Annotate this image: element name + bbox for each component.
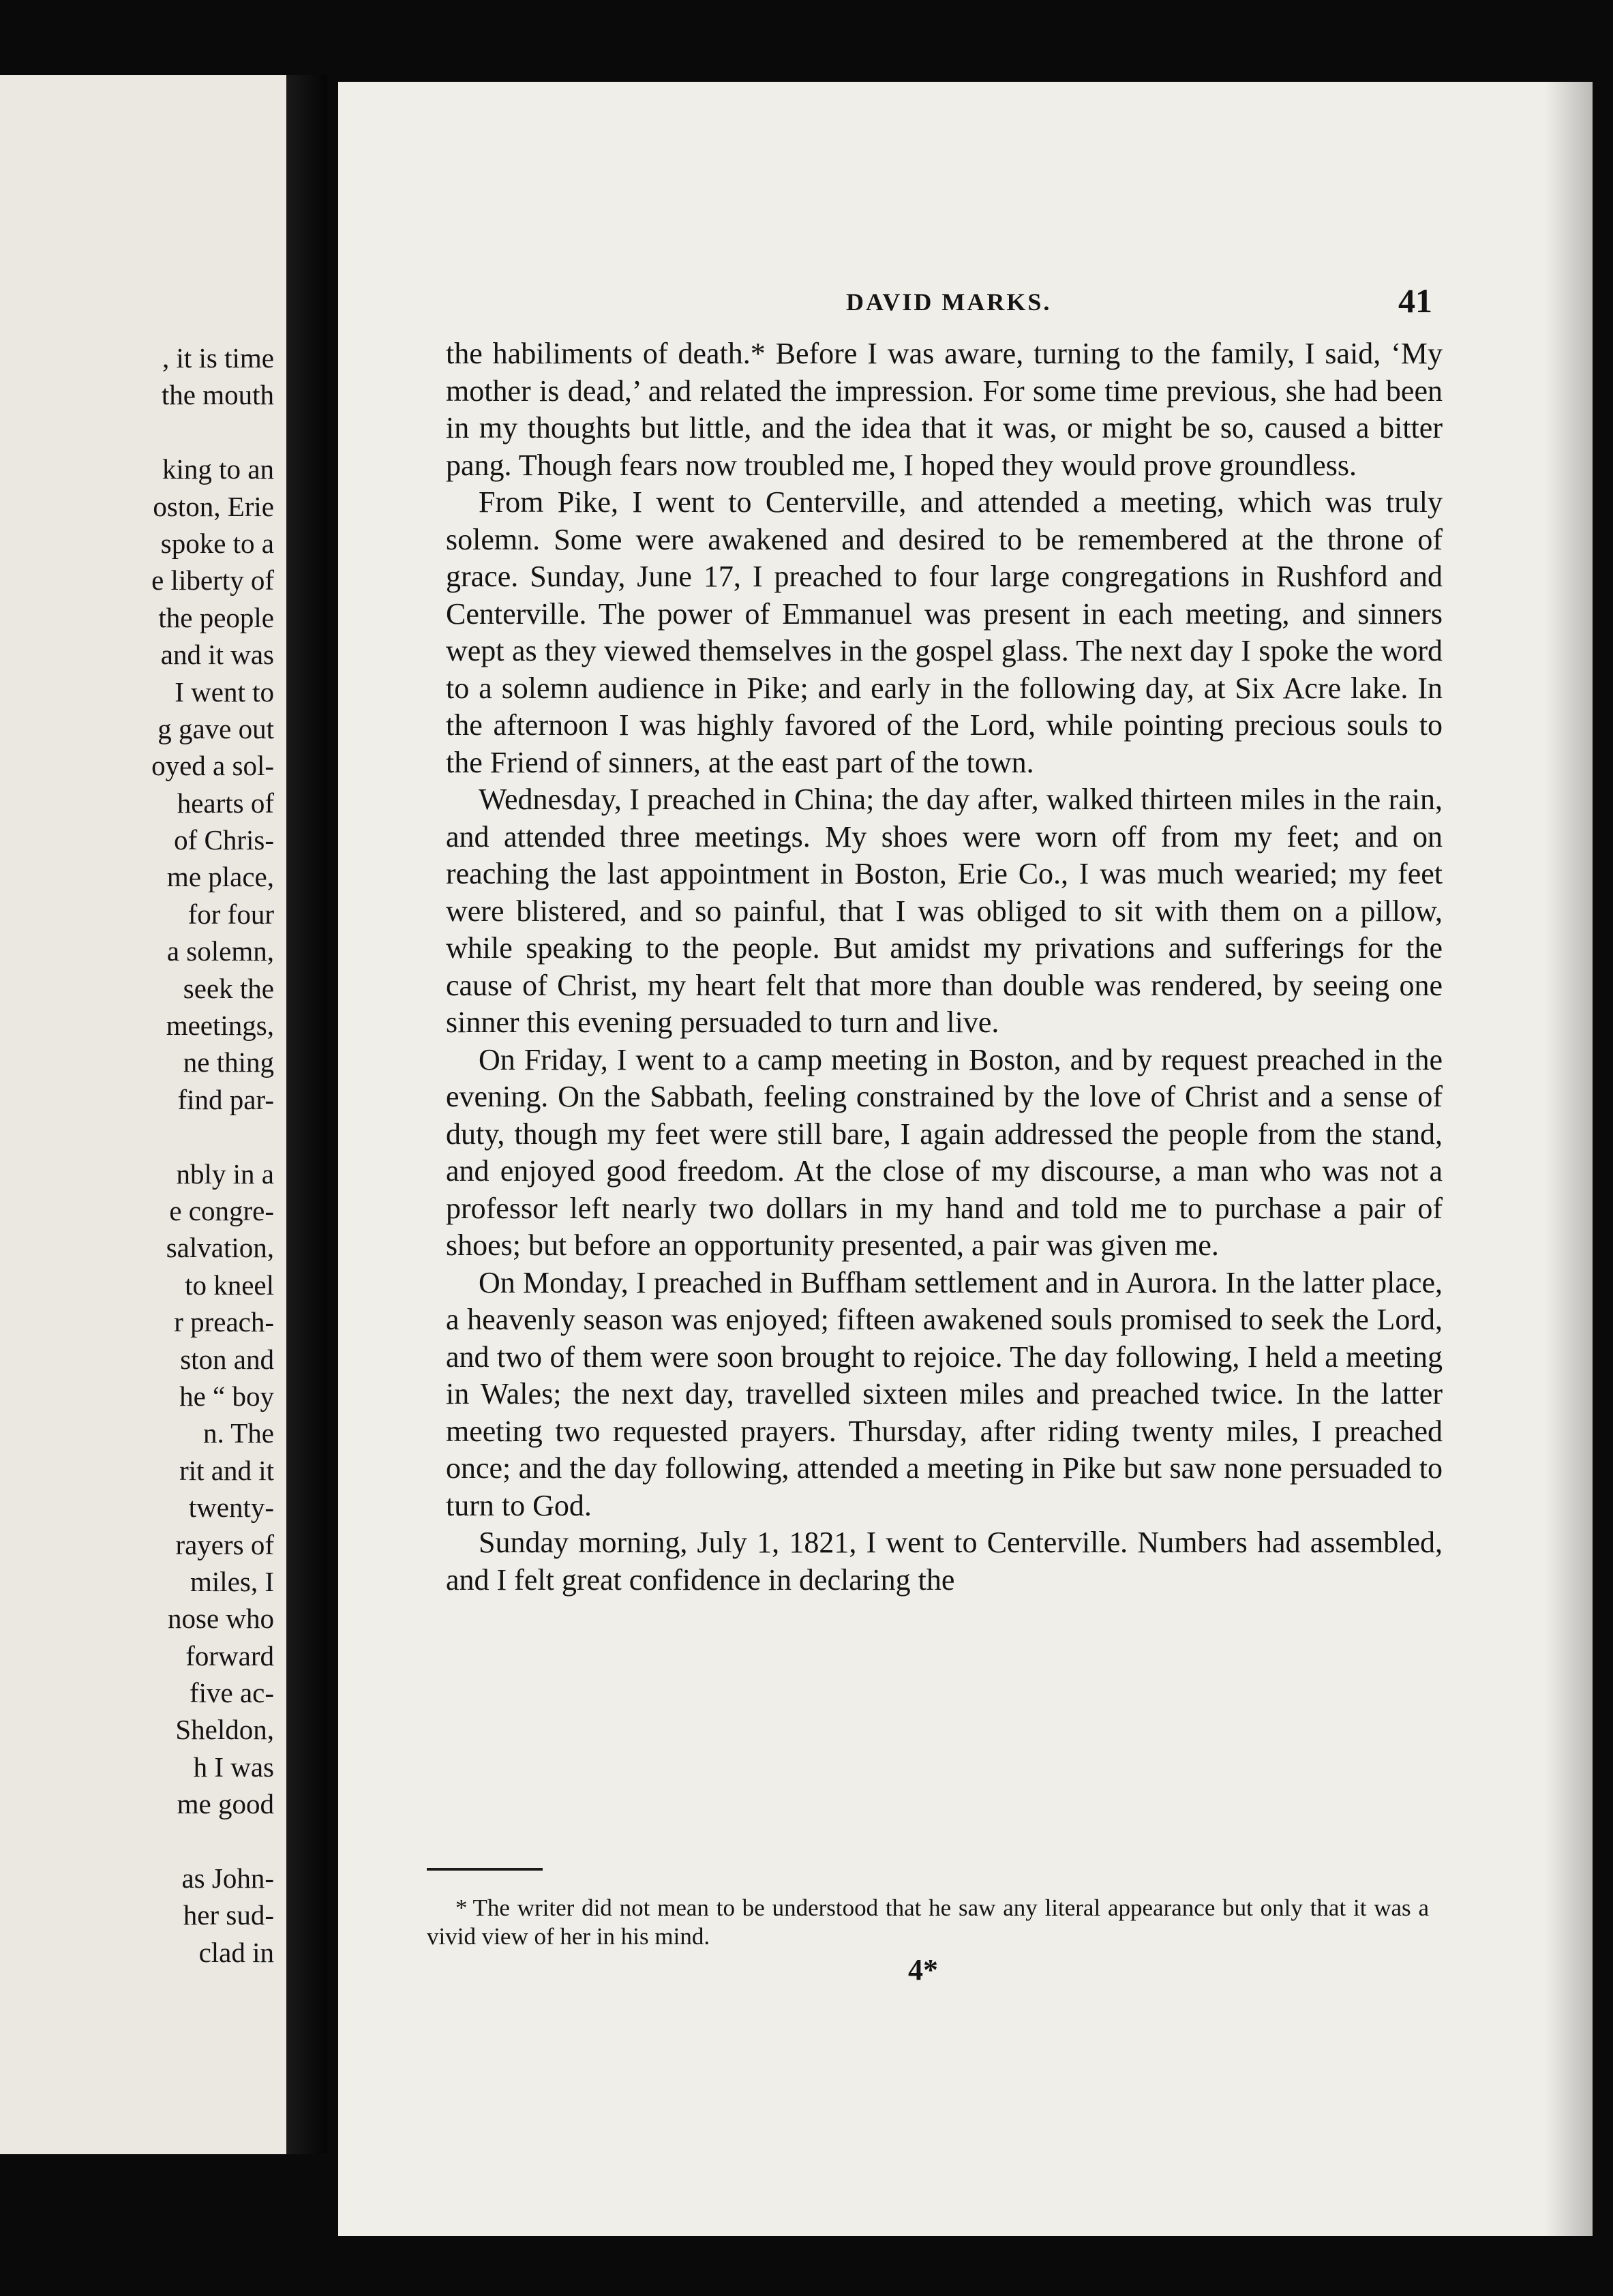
page-edge-shadow [1545, 82, 1593, 2236]
left-page-line: me good [177, 1788, 274, 1820]
page-header [338, 281, 1593, 329]
left-page-line: nose who [167, 1603, 274, 1635]
signature-mark: 4* [908, 1953, 938, 1987]
left-page-line: forward [185, 1640, 274, 1672]
left-page-line: nbly in a [176, 1158, 274, 1190]
left-page-line [1, 1118, 274, 1155]
left-page-line: the people [158, 601, 274, 633]
left-page-line: seek the [183, 972, 274, 1004]
left-page-line: I went to [175, 676, 274, 708]
left-page-line: spoke to a [160, 527, 274, 559]
left-page-line: h I was [193, 1751, 274, 1783]
right-page [338, 82, 1593, 2236]
left-page-lines [1, 339, 274, 1971]
left-page-line: of Chris- [174, 824, 274, 856]
left-page-line: oston, Erie [153, 490, 274, 522]
left-page-line: a solemn, [166, 935, 274, 967]
footnote-rule [427, 1868, 543, 1871]
left-page-line: and it was [160, 639, 274, 671]
left-page-line: ston and [180, 1343, 274, 1375]
gutter-shadow [286, 75, 327, 2154]
left-page-line: Sheldon, [175, 1714, 274, 1746]
left-page-fragment [0, 75, 286, 2154]
left-page-line [1, 1823, 274, 1860]
left-page-line: her sud- [183, 1899, 274, 1931]
left-page-line: to kneel [185, 1269, 274, 1301]
left-page-line: , it is time [162, 342, 274, 374]
paragraph: On Monday, I preached in Buffham settlement and in Aurora. In the latter place, a heavenly season was enjoyed; fifteen awakened souls promised to seek the Lord, and two of them were soon brought to rejoice. The day following, I held a meeting in Wales; the next day, travelled sixteen miles and preached twice. In the latter meeting two requested prayers. Thursday, after riding twenty miles, I preached once; and the day following, attended a meeting in Pike but saw none persuaded to turn to God. [446, 1265, 1443, 1522]
paragraph: Wednesday, I preached in China; the day after, walked thirteen miles in the rain, and attended three meetings. My shoes were worn off from my feet; and on reaching the last appointment in Boston, Erie Co., I was much wearied; my feet were blistered, and so painful, that I was obliged to sit with them on a pillow, while speaking to the people. But amidst my privations and sufferings for the cause of Christ, my heart felt that more than double was rendered, by seeing one sinner this evening persuaded to turn and live. [446, 783, 1443, 1039]
left-page-line: e liberty of [151, 564, 274, 596]
left-page-line: e congre- [169, 1194, 274, 1226]
left-page-line: twenty- [188, 1492, 274, 1524]
paragraph: On Friday, I went to a camp meeting in Boston, and by request preached in the evening. On the Sabbath, feeling constrained by the love of Christ and a sense of duty, though my feet were still bare, I again addressed the people from the stand, and enjoyed good freedom. At the close of my discourse, a man who was not a professor left nearly two dollars in my hand and told me to purchase a pair of shoes; but before an opportunity presented, a pair was given me. [446, 1042, 1443, 1262]
left-page-line: hearts of [177, 787, 274, 819]
left-page-line: rit and it [179, 1454, 274, 1486]
page-number: 41 [1398, 282, 1432, 320]
left-page-line: salvation, [166, 1232, 274, 1264]
footnote-text: The writer did not mean to be understood that he saw any literal appearance but only that it was a vivid view of her in his mind. [427, 1894, 1429, 1950]
left-page-line: me place, [166, 861, 274, 893]
left-page-line: clad in [198, 1936, 274, 1968]
left-page-line: g gave out [157, 712, 274, 744]
left-page-line [1, 414, 274, 451]
footnote [427, 1894, 1429, 1951]
left-page-line: king to an [162, 453, 274, 485]
left-page-line: r preach- [174, 1306, 274, 1338]
paragraph: From Pike, I went to Centerville, and attended a meeting, which was truly solemn. Some were awakened and desired to be remembered at the throne of grace. Sunday, June 17, I preached to four large congregations in Rushford and Centerville. The power of Emmanuel was present in each meeting, and sinners wept as they viewed themselves in the gospel glass. The next day I spoke the word to a solemn audience in Pike; and early in the following day, at Six Acre lake. In the afternoon I was highly favored of the Lord, while pointing precious souls to the Friend of sinners, at the east part of the town. [446, 485, 1443, 779]
left-page-line: the mouth [161, 379, 274, 411]
left-page-line: meetings, [166, 1010, 274, 1042]
left-page-line: ne thing [183, 1046, 274, 1078]
left-page-line: for four [187, 898, 274, 930]
paragraph: Sunday morning, July 1, 1821, I went to Centerville. Numbers had assembled, and I felt great confidence in declaring the [446, 1526, 1443, 1597]
left-page-line: find par- [177, 1083, 274, 1115]
left-page-line: n. The [202, 1417, 274, 1449]
left-page-line: rayers of [175, 1528, 274, 1560]
left-page-line: miles, I [190, 1565, 274, 1597]
footnote-mark: * [455, 1894, 468, 1921]
left-page-line: as John- [181, 1862, 274, 1894]
left-page-line: five ac- [189, 1677, 274, 1709]
running-head: DAVID MARKS. [846, 288, 1052, 316]
left-page-line: oyed a sol- [151, 750, 274, 782]
paragraph: the habiliments of death.* Before I was aware, turning to the family, I said, ‘My mother is dead,’ and related the impression. For some time previous, she had been in my thoughts but little, and the idea that it was, or might be so, caused a bitter pang. Though fears now troubled me, I hoped they would prove groundless. [446, 337, 1443, 482]
body-text [446, 335, 1443, 1599]
left-page-line: he “ boy [179, 1380, 274, 1412]
